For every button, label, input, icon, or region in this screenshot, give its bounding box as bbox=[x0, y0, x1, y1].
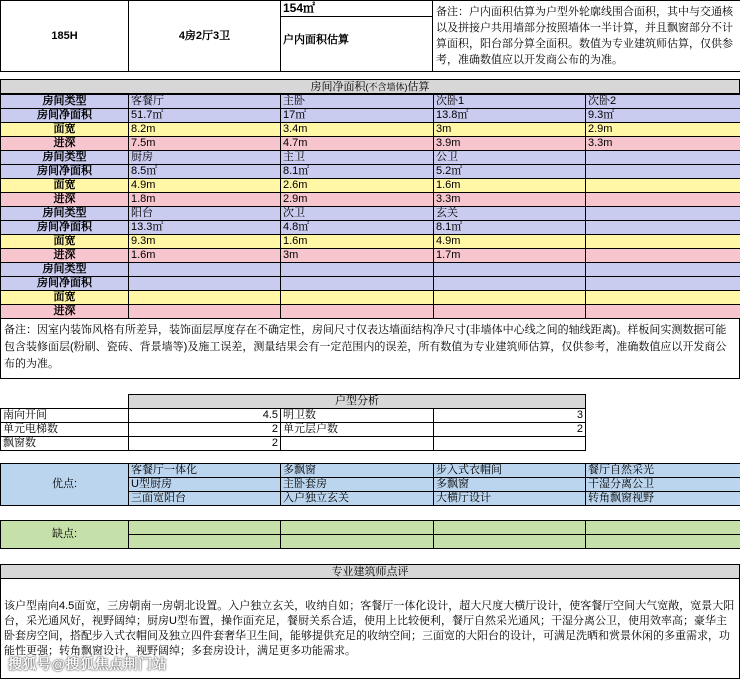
room-width-cell: 1.6m bbox=[434, 179, 586, 193]
room-type-cell bbox=[129, 263, 281, 277]
row-label: 房间类型 bbox=[1, 151, 129, 165]
room-depth-cell bbox=[434, 305, 586, 319]
room-width-cell: 4.9m bbox=[434, 235, 586, 249]
pros-item: 入户独立玄关 bbox=[281, 492, 434, 506]
row-label: 进深 bbox=[1, 249, 129, 263]
room-type-cell: 客餐厅 bbox=[129, 95, 281, 109]
pros-item: 客餐厅一体化 bbox=[129, 464, 281, 478]
row-label: 房间净面积 bbox=[1, 109, 129, 123]
pros-item: 干湿分离公卫 bbox=[586, 478, 740, 492]
room-area-cell bbox=[586, 277, 740, 291]
room-depth-cell bbox=[586, 249, 740, 263]
room-type-cell: 厨房 bbox=[129, 151, 281, 165]
room-table-title bbox=[0, 79, 740, 94]
analysis-label: 明卫数 bbox=[281, 409, 434, 423]
room-type-cell: 次卧1 bbox=[434, 95, 586, 109]
area-cell bbox=[281, 1, 433, 72]
cons-cell bbox=[586, 535, 740, 549]
cons-cell bbox=[281, 535, 434, 549]
area-note: 备注：户内面积估算为户型外轮廓线围合面积，其中与交通核以及拼接户共用墙部分按照墙体一半计算，并且飘窗部分不计算面积，阳台部分算全面积。数值为专业建筑师估算，仅供参考，准确数值应以开发商公布的为准。 bbox=[433, 1, 740, 72]
pros-item: 步入式衣帽间 bbox=[434, 464, 586, 478]
cons-label: 缺点: bbox=[1, 521, 129, 549]
row-label: 面宽 bbox=[1, 291, 129, 305]
row-label: 房间净面积 bbox=[1, 221, 129, 235]
room-depth-cell: 4.7m bbox=[281, 137, 434, 151]
unit-code: 185H bbox=[1, 1, 129, 72]
room-type-row bbox=[1, 207, 740, 221]
analysis-value: 4.5 bbox=[129, 409, 281, 423]
analysis-label: 单元层户数 bbox=[281, 423, 434, 437]
pros-table bbox=[0, 463, 740, 506]
room-depth-row bbox=[1, 193, 740, 207]
room-width-row bbox=[1, 123, 740, 137]
room-type-cell bbox=[281, 263, 434, 277]
pros-label: 优点: bbox=[1, 464, 129, 506]
pros-item: U型厨房 bbox=[129, 478, 281, 492]
analysis-section bbox=[0, 394, 740, 451]
analysis-label: 南向开间 bbox=[1, 409, 129, 423]
room-width-cell: 9.3m bbox=[129, 235, 281, 249]
room-depth-cell: 7.5m bbox=[129, 137, 281, 151]
analysis-label: 单元电梯数 bbox=[1, 423, 129, 437]
row-label: 房间类型 bbox=[1, 207, 129, 221]
room-type-row bbox=[1, 263, 740, 277]
room-section bbox=[0, 79, 740, 379]
room-area-cell bbox=[586, 221, 740, 235]
room-depth-cell bbox=[586, 305, 740, 319]
pros-row bbox=[1, 464, 740, 478]
room-depth-cell: 3m bbox=[281, 249, 434, 263]
analysis-value: 3 bbox=[434, 409, 586, 423]
row-label: 进深 bbox=[1, 137, 129, 151]
room-depth-cell: 3.9m bbox=[434, 137, 586, 151]
analysis-value: 2 bbox=[129, 423, 281, 437]
cons-cell bbox=[434, 521, 586, 535]
room-width-cell bbox=[586, 291, 740, 305]
room-area-cell: 51.7㎡ bbox=[129, 109, 281, 123]
room-area-row bbox=[1, 221, 740, 235]
room-depth-cell bbox=[281, 305, 434, 319]
room-depth-cell bbox=[586, 193, 740, 207]
room-type-cell bbox=[586, 151, 740, 165]
room-width-cell: 3.4m bbox=[281, 123, 434, 137]
cons-cell bbox=[434, 535, 586, 549]
room-depth-row bbox=[1, 137, 740, 151]
cons-section bbox=[0, 520, 740, 549]
room-type-cell bbox=[434, 263, 586, 277]
room-type-row bbox=[1, 95, 740, 109]
room-width-cell: 1.6m bbox=[281, 235, 434, 249]
pros-item: 大横厅设计 bbox=[434, 492, 586, 506]
room-width-row bbox=[1, 235, 740, 249]
pros-item: 三面宽阳台 bbox=[129, 492, 281, 506]
review-title: 专业建筑师点评 bbox=[0, 564, 740, 579]
room-depth-cell: 1.6m bbox=[129, 249, 281, 263]
room-area-cell bbox=[281, 277, 434, 291]
room-note: 备注：因室内装饰风格有所差异，装饰面层厚度存在不确定性，房间尺寸仅表达墙面结构净尺寸(非墙体中心线之间的轴线距离)。样板间实测数据可能包含装修面层(粉刷、瓷砖、背景墙等)及施工误差，测量结果会有一定范围内的误差，所有数值为专业建筑师估算，仅供参考，准确数值应以开发商公布的为准。 bbox=[0, 319, 740, 379]
row-label: 房间类型 bbox=[1, 263, 129, 277]
row-label: 房间净面积 bbox=[1, 277, 129, 291]
analysis-value: 2 bbox=[129, 437, 281, 451]
room-depth-cell: 1.8m bbox=[129, 193, 281, 207]
pros-item: 多飘窗 bbox=[281, 464, 434, 478]
analysis-row bbox=[1, 409, 740, 423]
row-label: 进深 bbox=[1, 305, 129, 319]
room-width-row bbox=[1, 291, 740, 305]
cons-table bbox=[0, 520, 740, 549]
room-area-row bbox=[1, 277, 740, 291]
room-depth-row bbox=[1, 305, 740, 319]
room-type-cell: 玄关 bbox=[434, 207, 586, 221]
pros-section bbox=[0, 463, 740, 506]
row-label: 面宽 bbox=[1, 123, 129, 137]
room-width-cell: 3m bbox=[434, 123, 586, 137]
room-area-cell: 8.1㎡ bbox=[434, 221, 586, 235]
room-type-cell: 主卫 bbox=[281, 151, 434, 165]
pros-item: 转角飘窗视野 bbox=[586, 492, 740, 506]
cons-cell bbox=[586, 521, 740, 535]
cons-cell bbox=[129, 535, 281, 549]
row-label: 进深 bbox=[1, 193, 129, 207]
room-area-cell bbox=[129, 277, 281, 291]
review-text: 该户型南向4.5面宽，三房朝南一房朝北设置。入户独立玄关，收纳自如；客餐厅一体化设计，超大尺度大横厅设计，使客餐厅空间大气宽敞，宽景大阳台，采光通风好，视野阔绰；厨房U型布置，操作面充足，餐厨关系合适，使用上比较便利，餐厅自然采光通风；干湿分离公卫，使用效率高；豪华主卧套房空间，搭配步入式衣帽间及独立四件套奢华卫生间，能够提供充足的收纳空间；三面宽的大阳台的设计，可满足洗晒和赏景休闲的多重需求，功能性更强；转角飘窗设计，视野阔绰；多套房设计，满足更多功能需求。 bbox=[0, 579, 740, 679]
room-title-main: 房间净面积 bbox=[310, 81, 366, 93]
watermark: 搜狐号@搜狐焦点荆门站 bbox=[8, 656, 168, 672]
room-area-cell bbox=[586, 165, 740, 179]
room-depth-cell: 1.7m bbox=[434, 249, 586, 263]
room-title-end: 估算 bbox=[407, 81, 430, 93]
room-table bbox=[0, 94, 740, 319]
room-area-cell: 8.1㎡ bbox=[281, 165, 434, 179]
cons-cell bbox=[129, 521, 281, 535]
pros-item: 多飘窗 bbox=[434, 478, 586, 492]
cons-cell bbox=[281, 521, 434, 535]
room-area-cell: 9.3㎡ bbox=[586, 109, 740, 123]
row-label: 面宽 bbox=[1, 235, 129, 249]
room-area-cell: 13.3㎡ bbox=[129, 221, 281, 235]
analysis-value bbox=[434, 437, 586, 451]
room-type-cell bbox=[586, 207, 740, 221]
room-depth-row bbox=[1, 249, 740, 263]
pros-item: 餐厅自然采光 bbox=[586, 464, 740, 478]
room-area-cell: 17㎡ bbox=[281, 109, 434, 123]
header-block bbox=[0, 0, 740, 72]
room-area-cell: 5.2㎡ bbox=[434, 165, 586, 179]
room-title-sub: (不含墙体) bbox=[365, 82, 408, 92]
room-depth-cell: 3.3m bbox=[586, 137, 740, 151]
row-label: 面宽 bbox=[1, 179, 129, 193]
room-type-cell: 阳台 bbox=[129, 207, 281, 221]
room-type-cell: 公卫 bbox=[434, 151, 586, 165]
room-area-cell: 13.8㎡ bbox=[434, 109, 586, 123]
room-area-cell bbox=[434, 277, 586, 291]
room-area-row bbox=[1, 165, 740, 179]
pros-item: 主卧套房 bbox=[281, 478, 434, 492]
analysis-row bbox=[1, 423, 740, 437]
room-width-row bbox=[1, 179, 740, 193]
room-width-cell: 8.2m bbox=[129, 123, 281, 137]
room-type-cell: 次卧2 bbox=[586, 95, 740, 109]
analysis-row bbox=[1, 437, 740, 451]
room-area-cell: 8.5㎡ bbox=[129, 165, 281, 179]
room-width-cell: 2.9m bbox=[586, 123, 740, 137]
room-width-cell: 2.6m bbox=[281, 179, 434, 193]
room-type-row bbox=[1, 151, 740, 165]
room-type-cell: 次卫 bbox=[281, 207, 434, 221]
unit-layout: 4房2厅3卫 bbox=[129, 1, 281, 72]
room-depth-cell bbox=[129, 305, 281, 319]
room-width-cell bbox=[129, 291, 281, 305]
room-area-cell: 4.8㎡ bbox=[281, 221, 434, 235]
analysis-label bbox=[281, 437, 434, 451]
room-depth-cell: 3.3m bbox=[434, 193, 586, 207]
area-label: 户内面积估算 bbox=[283, 34, 349, 46]
room-type-cell bbox=[586, 263, 740, 277]
room-width-cell: 4.9m bbox=[129, 179, 281, 193]
area-value: 154㎡ bbox=[281, 1, 432, 17]
room-type-cell: 主卧 bbox=[281, 95, 434, 109]
row-label: 房间类型 bbox=[1, 95, 129, 109]
room-width-cell bbox=[281, 291, 434, 305]
analysis-table bbox=[0, 394, 740, 451]
room-width-cell bbox=[586, 235, 740, 249]
room-area-row bbox=[1, 109, 740, 123]
row-label: 房间净面积 bbox=[1, 165, 129, 179]
analysis-title: 户型分析 bbox=[129, 395, 586, 409]
room-width-cell bbox=[434, 291, 586, 305]
analysis-label: 飘窗数 bbox=[1, 437, 129, 451]
analysis-value: 2 bbox=[434, 423, 586, 437]
room-width-cell bbox=[586, 179, 740, 193]
room-depth-cell: 2.9m bbox=[281, 193, 434, 207]
